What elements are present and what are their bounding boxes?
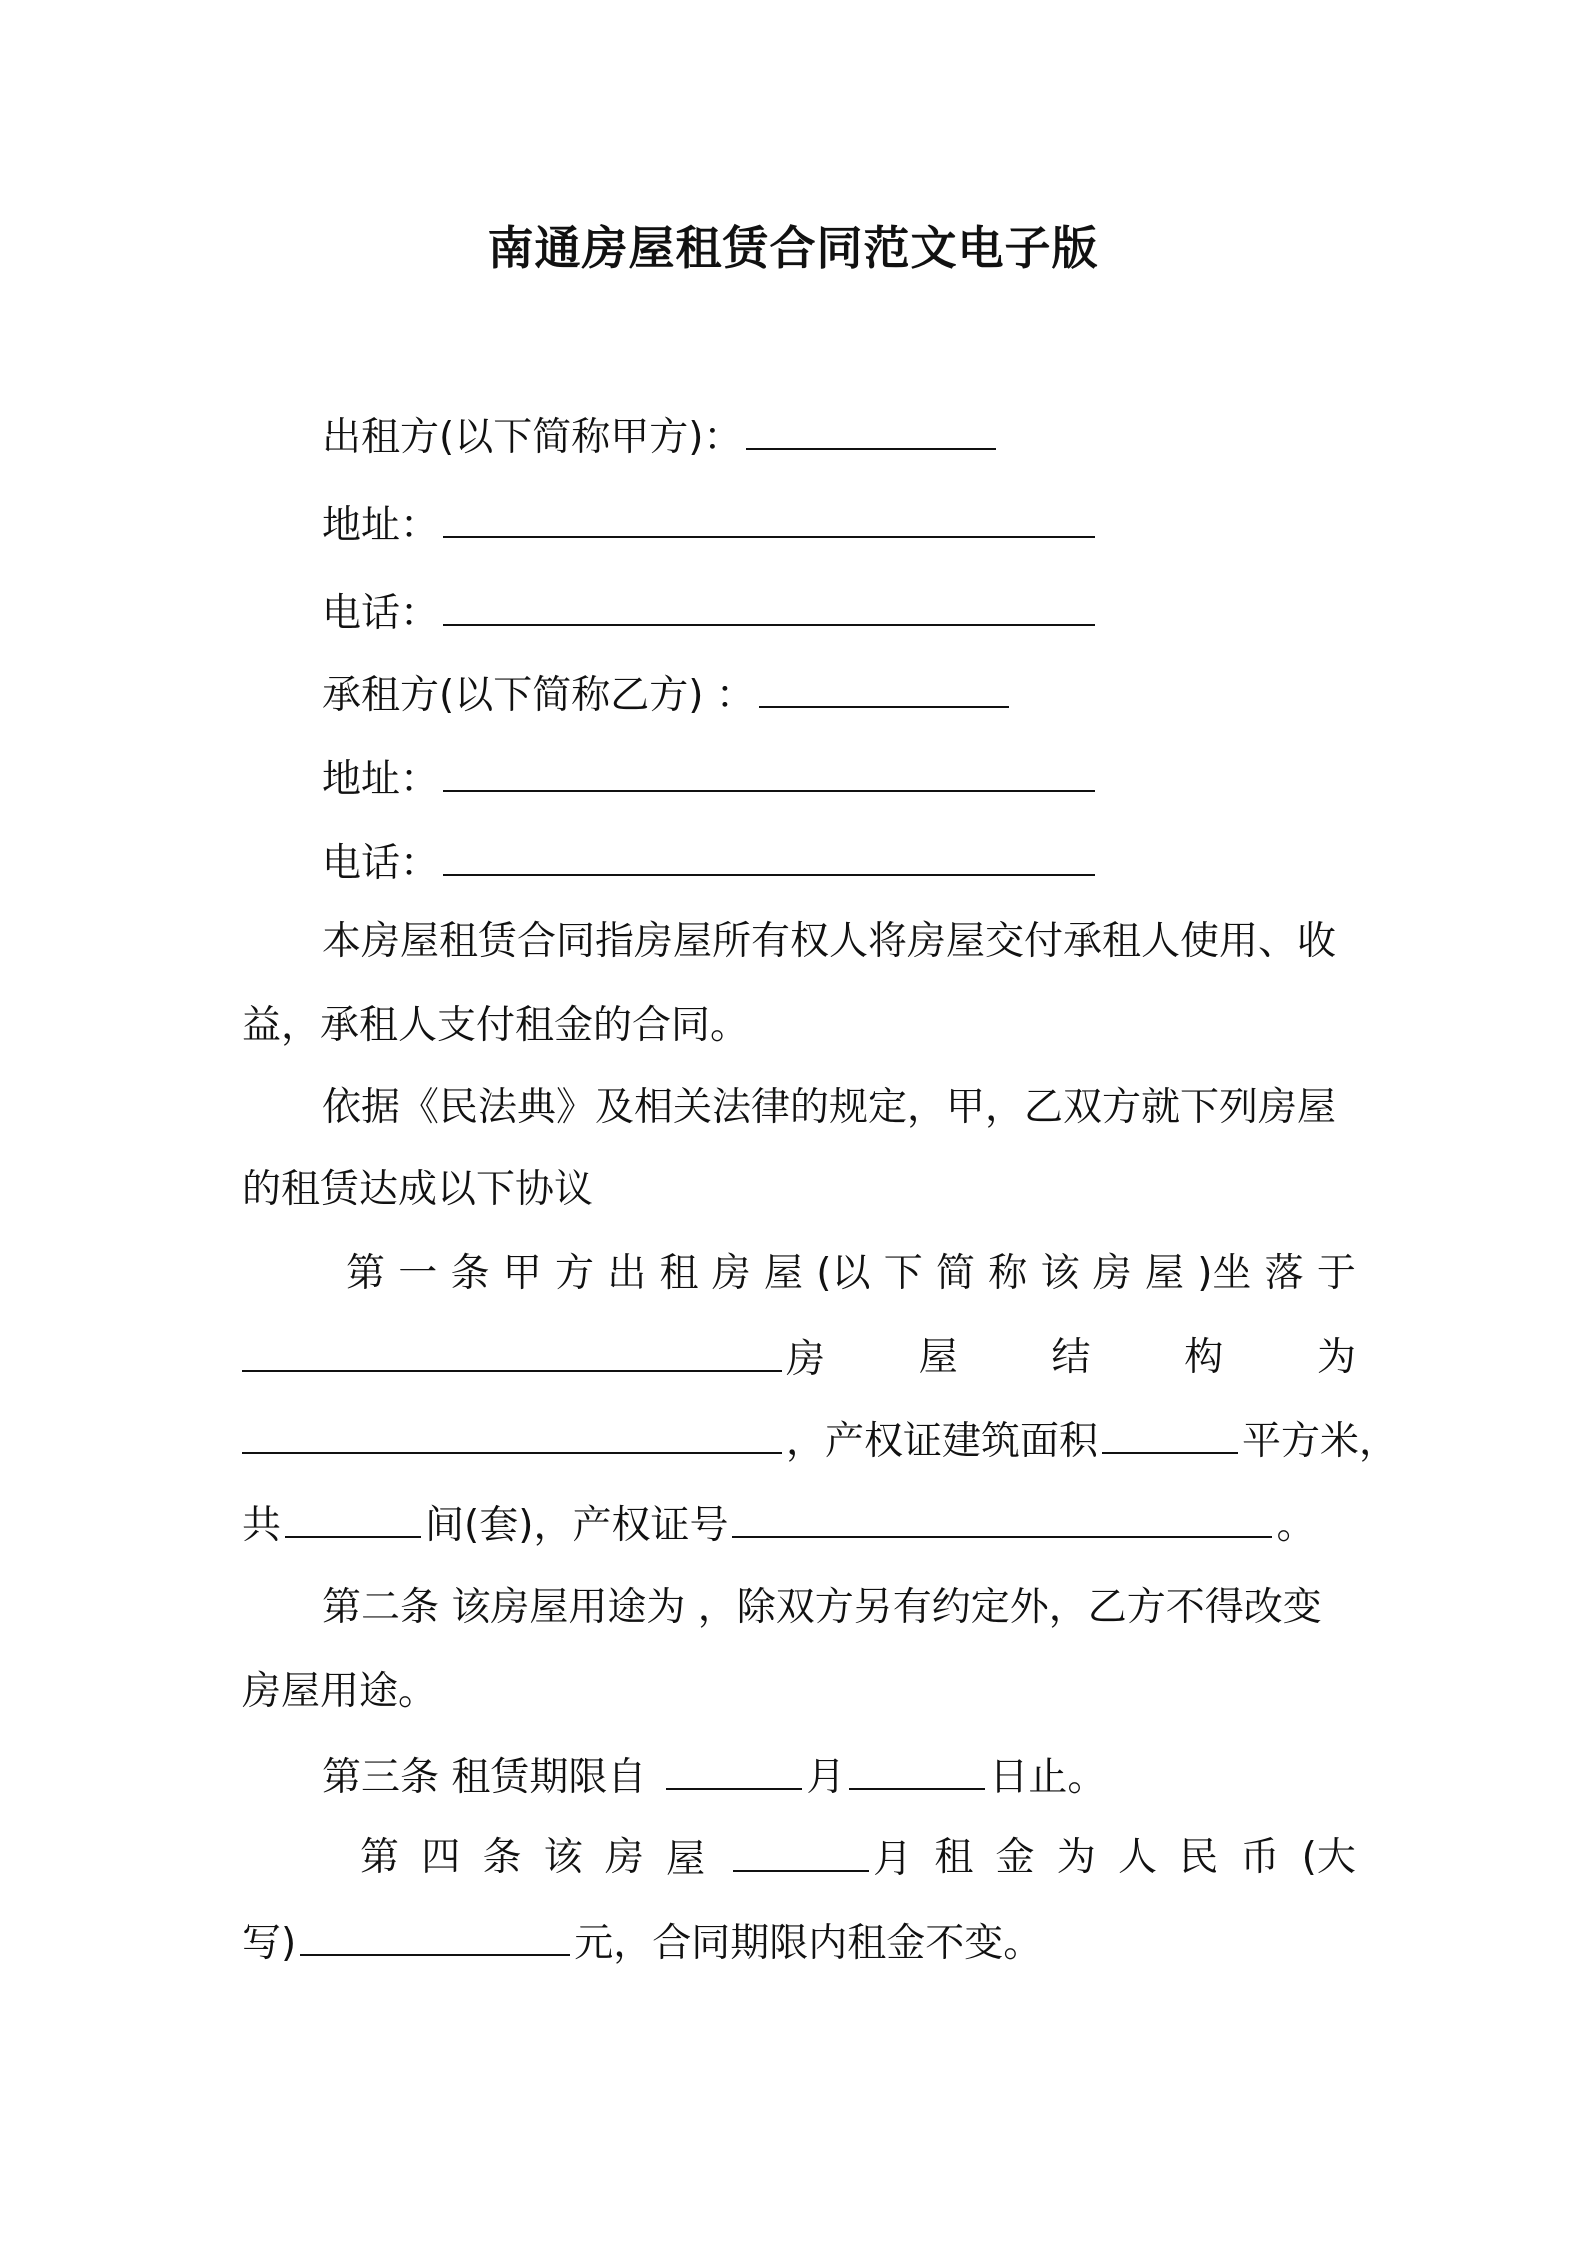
- article4-char: 币: [1240, 1835, 1280, 1880]
- certificate-label: 间(套)，产权证号: [425, 1503, 729, 1548]
- article3-prefix: 第三条 租赁期限自: [322, 1755, 647, 1800]
- article4-char: 金: [995, 1835, 1035, 1880]
- rooms-blank[interactable]: [285, 1496, 421, 1538]
- lessee-phone-label: 电话：: [322, 841, 440, 886]
- article1-char: 一: [398, 1251, 438, 1296]
- article1-char: 房: [786, 1337, 826, 1382]
- article4-prefix: 写): [242, 1921, 297, 1966]
- lessor-address-blank[interactable]: [443, 496, 1095, 538]
- article3-end: 日止。: [989, 1755, 1107, 1800]
- rent-amount-blank[interactable]: [300, 1914, 570, 1956]
- lessee-address-blank[interactable]: [443, 750, 1095, 792]
- basis-line-2: 的租赁达成以下协议: [242, 1167, 594, 1212]
- area-blank[interactable]: [1102, 1412, 1238, 1454]
- article4-char: 人: [1117, 1835, 1157, 1880]
- article1-char: 甲: [502, 1251, 542, 1296]
- lessor-name-blank[interactable]: [746, 408, 996, 450]
- article4-char: 条: [482, 1835, 522, 1880]
- total-prefix: 共: [242, 1503, 282, 1548]
- lessor-phone-label: 电话：: [322, 591, 440, 636]
- lessor-phone-line: [322, 584, 1099, 642]
- article1-char: 于: [1316, 1251, 1356, 1296]
- property-structure-blank[interactable]: [242, 1412, 782, 1454]
- lessee-address-label: 地址：: [322, 757, 440, 802]
- article1-char: 房: [711, 1251, 751, 1296]
- article1-char: 屋: [764, 1251, 804, 1296]
- article1-char: (以: [816, 1251, 871, 1296]
- article1-char: 租: [659, 1251, 699, 1296]
- lessee-name-blank[interactable]: [759, 666, 1009, 708]
- article1-char: 下: [883, 1251, 923, 1296]
- article1-char: 该: [1040, 1251, 1080, 1296]
- lease-end-blank[interactable]: [849, 1748, 985, 1790]
- article1-char: 结: [1051, 1335, 1091, 1380]
- lessor-address-line: [322, 496, 1099, 554]
- document-title: 南通房屋租赁合同范文电子版: [487, 221, 1099, 275]
- article4-suffix: 元，合同期限内租金不变。: [574, 1921, 1043, 1966]
- article1-char: 第: [346, 1251, 386, 1296]
- article2-line-2: 房屋用途。: [242, 1669, 438, 1714]
- certificate-number-blank[interactable]: [732, 1496, 1272, 1538]
- article1-char: 屋: [1144, 1251, 1184, 1296]
- lessor-address-label: 地址：: [322, 503, 440, 548]
- article1-char: )坐: [1197, 1251, 1252, 1296]
- article1-line-3: [242, 1412, 1398, 1470]
- article4-line-2: [242, 1914, 1042, 1972]
- article4-char: 为: [1056, 1835, 1096, 1880]
- article1-end: 。: [1276, 1503, 1316, 1548]
- lessee-address-line: [322, 750, 1099, 808]
- area-unit: 平方米，: [1242, 1419, 1399, 1464]
- area-text: ，产权证建筑面积: [786, 1419, 1099, 1464]
- article4-char: 月: [873, 1837, 913, 1882]
- article4-char: 四: [421, 1835, 461, 1880]
- article1-char: 出: [607, 1251, 647, 1296]
- lessee-line: [322, 666, 1013, 724]
- lessor-phone-blank[interactable]: [443, 584, 1095, 626]
- article1-char: 条: [450, 1251, 490, 1296]
- article3-month: 月: [806, 1755, 846, 1800]
- article1-char: 称: [988, 1251, 1028, 1296]
- article4-char: 屋: [666, 1837, 706, 1882]
- article4-line-1: [360, 1830, 1356, 1888]
- lessor-line: [322, 408, 1000, 466]
- article1-char: 屋: [918, 1335, 958, 1380]
- article1-char: 房: [1092, 1251, 1132, 1296]
- lessee-label: 承租方(以下简称乙方) ：: [322, 673, 755, 718]
- article1-char: 方: [555, 1251, 595, 1296]
- article1-line-4: [242, 1496, 1315, 1554]
- article1-char: 简: [935, 1251, 975, 1296]
- property-location-blank[interactable]: [242, 1330, 782, 1372]
- article4-char: 民: [1179, 1835, 1219, 1880]
- article1-char: 落: [1264, 1251, 1304, 1296]
- article3-line: [322, 1748, 1106, 1806]
- article2-line-1: 第二条 该房屋用途为 ，除双方另有约定外，乙方不得改变: [322, 1585, 1322, 1630]
- lessee-phone-line: [322, 834, 1099, 892]
- article4-char: 该: [543, 1835, 583, 1880]
- article4-char: (大: [1301, 1835, 1356, 1880]
- article4-char: 房: [604, 1835, 644, 1880]
- monthly-rent-blank[interactable]: [733, 1830, 869, 1872]
- intro-line-1: 本房屋租赁合同指房屋所有权人将房屋交付承租人使用、收: [322, 919, 1337, 964]
- basis-line-1: 依据《民法典》及相关法律的规定，甲，乙双方就下列房屋: [322, 1085, 1337, 1130]
- lessee-phone-blank[interactable]: [443, 834, 1095, 876]
- article1-char: 构: [1184, 1335, 1224, 1380]
- article4-char: 第: [360, 1835, 400, 1880]
- article1-line-1: [346, 1246, 1356, 1302]
- intro-line-2: 益，承租人支付租金的合同。: [242, 1003, 750, 1048]
- article1-line-2: [242, 1330, 1356, 1388]
- lease-start-blank[interactable]: [666, 1748, 802, 1790]
- lessor-label: 出租方(以下简称甲方)：: [322, 415, 743, 460]
- article1-char: 为: [1316, 1335, 1356, 1380]
- article4-char: 租: [934, 1835, 974, 1880]
